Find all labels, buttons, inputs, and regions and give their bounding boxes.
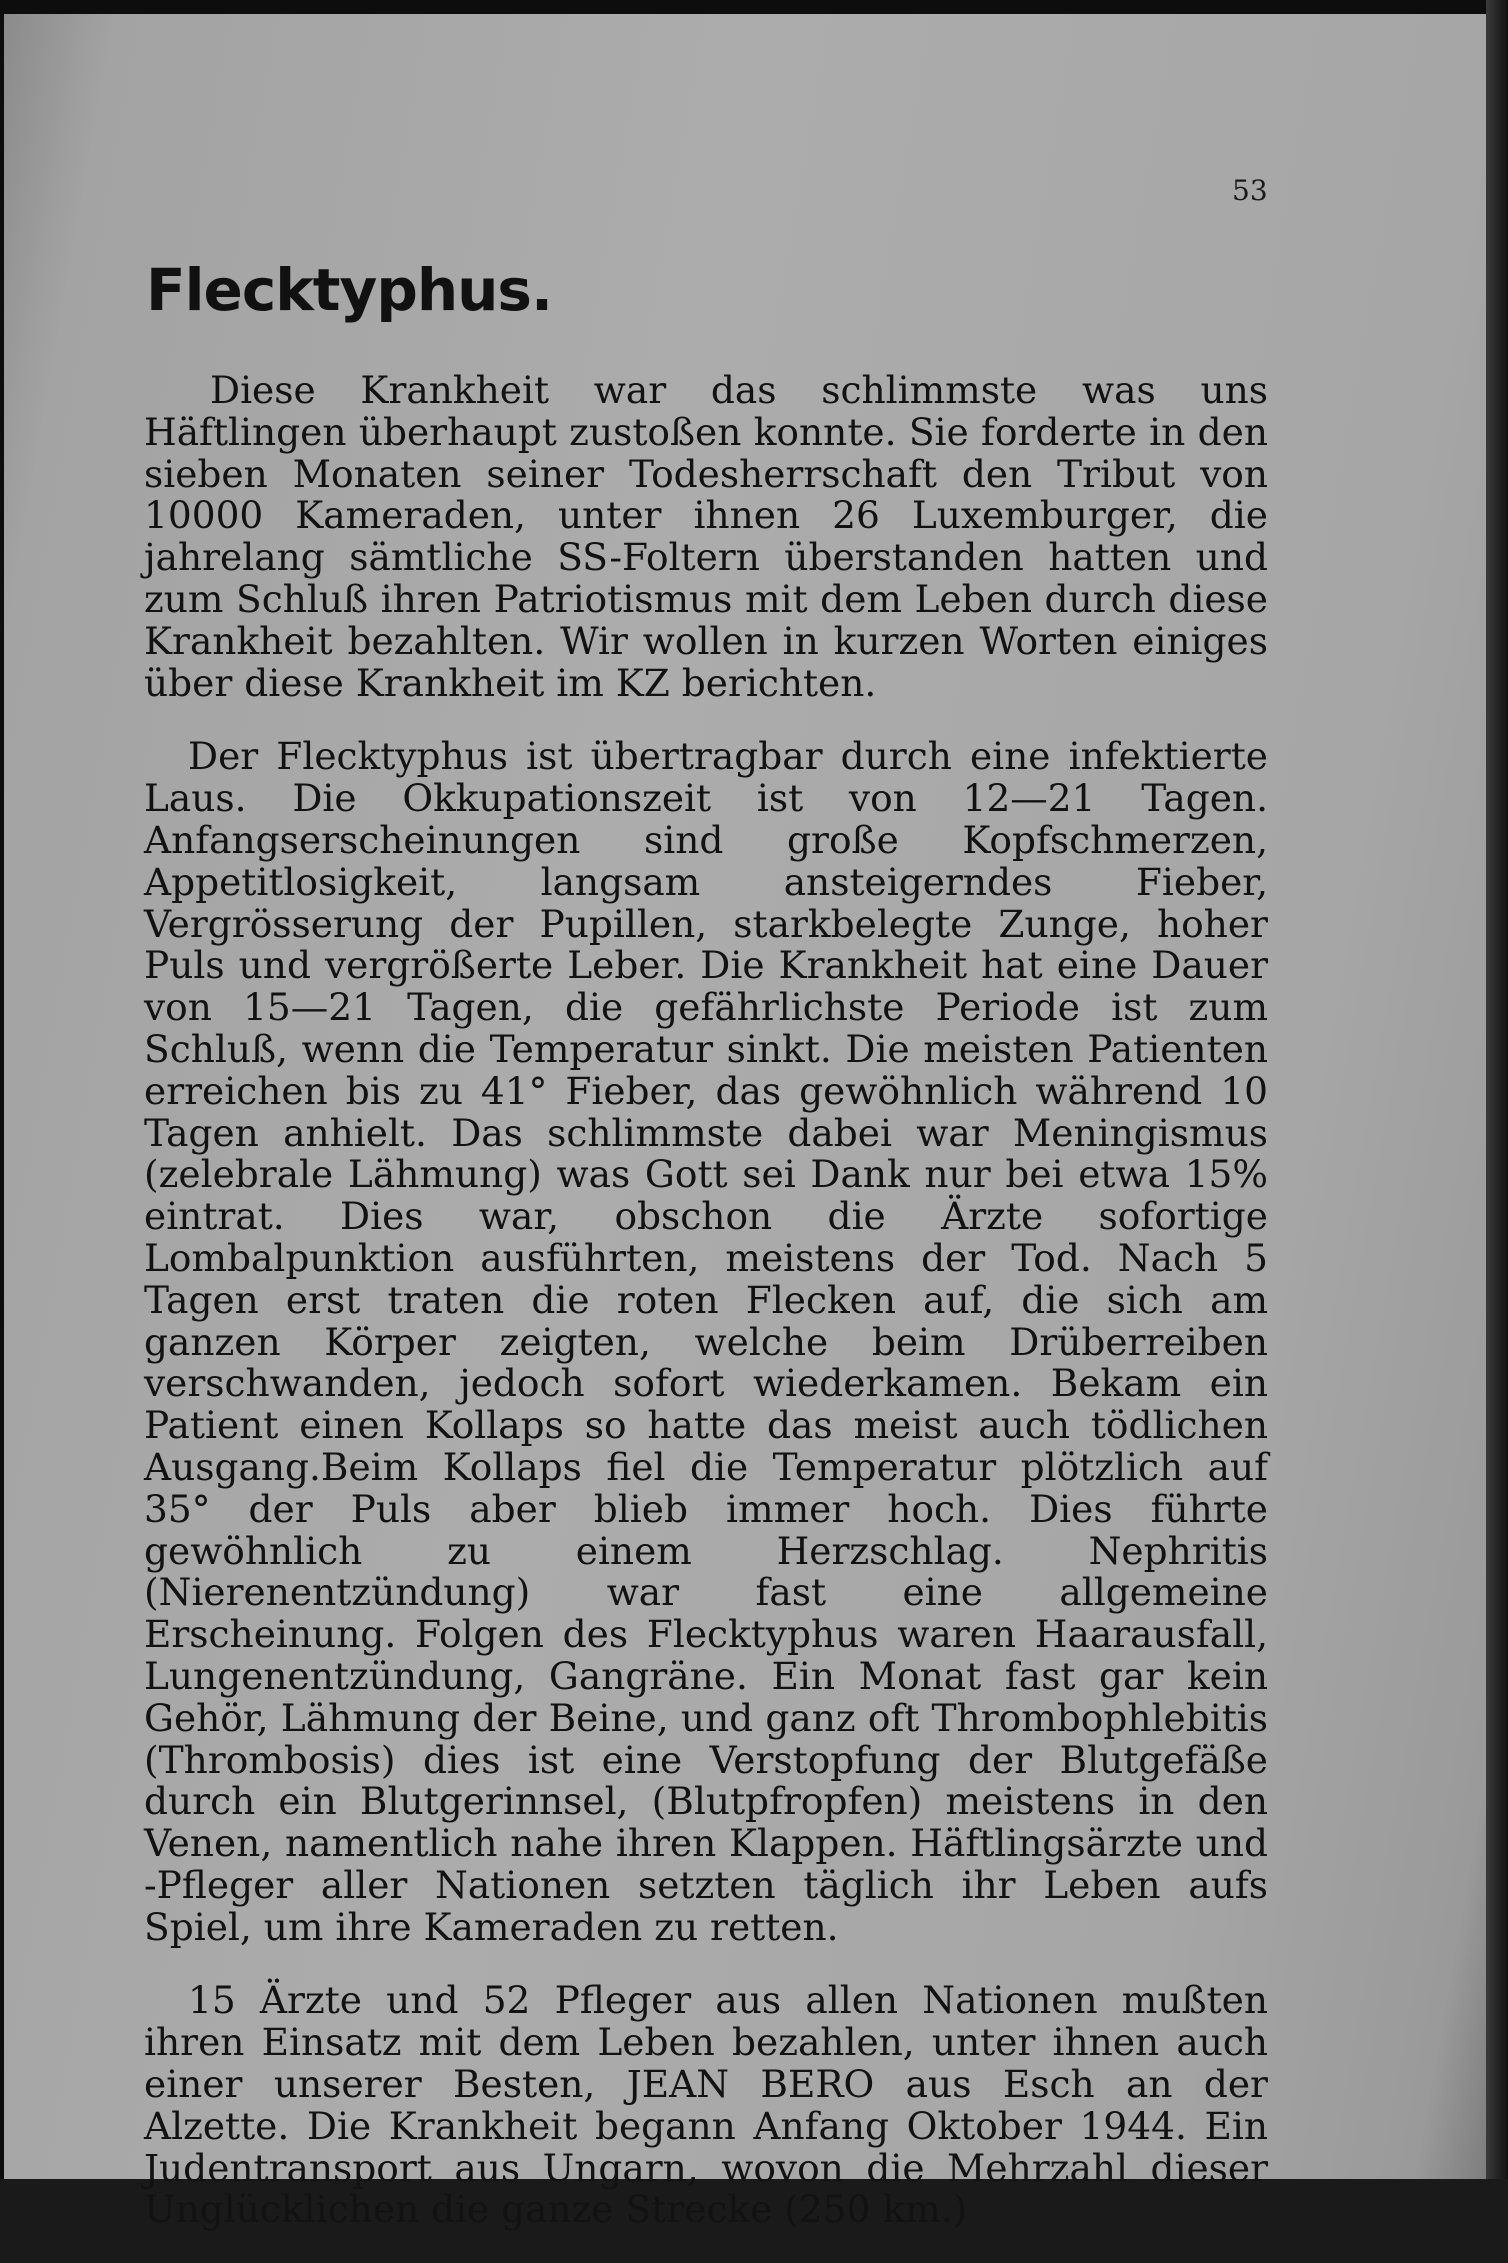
paragraph-symptoms: Der Flecktyphus ist übertragbar durch eine infektierte Laus. Die Okkupationszeit ist von 12—21 Tagen. Anfangserscheinungen sind große Kopfschmerzen, Appetitlosigkeit, langsam ansteigerndes Fieber, Vergrösserung der Pupillen, starkbelegte Zunge, hoher Puls und vergrößerte Leber. Die Krankheit hat eine Dauer von 15—21 Tagen, die gefährlichste Periode ist zum Schluß, wenn die Temperatur sinkt. Die meisten Patienten erreichen bis zu 41° Fieber, das gewöhnlich während 10 Tagen anhielt. Das schlimmste dabei war Meningismus (zelebrale Lähmung) was Gott sei Dank nur bei etwa 15% eintrat. Dies war, obschon die Ärzte sofortige Lombalpunktion ausführten, meistens der Tod. Nach 5 Tagen erst traten die roten Flecken auf, die sich am ganzen Körper zeigten, welche beim Drüberreiben verschwanden, jedoch sofort wiederkamen. Bekam ein Patient einen Kollaps so hatte das meist auch tödlichen Ausgang.Beim Kollaps fiel die Temperatur plötzlich auf 35° der Puls aber blieb immer hoch. Dies führte gewöhnlich zu einem Herzschlag. Nephritis (Nierenentzündung) war fast eine allgemeine Erscheinung. Folgen des Flecktyphus waren Haarausfall, Lungenentzündung, Gangräne. Ein Monat fast gar kein Gehör, Lähmung der Beine, und ganz oft Thrombophlebitis (Thrombosis) dies ist eine Verstopfung der Blutgefäße durch ein Blutgerinnsel, (Blutpfropfen) meistens in den Venen, namentlich nahe ihren Klappen. Häftlingsärzte und -Pfleger aller Nationen setzten täglich ihr Leben aufs Spiel, um ihre Kameraden zu retten. [144,734,1268,1949]
scan-edge-shadow [1486,0,1508,2179]
page-number: 53 [1232,174,1268,207]
body-text [144,370,1268,2263]
paragraph-intro: Diese Krankheit war das schlimmste was uns Häftlingen überhaupt zustoßen konnte. Sie forderte in den sieben Monaten seiner Todesherrschaft den Tribut von 10000 Kameraden, unter ihnen 26 Luxemburger, die jahrelang sämtliche SS-Foltern überstanden hatten und zum Schluß ihren Patriotismus mit dem Leben durch diese Krankheit bezahlten. Wir wollen in kurzen Worten einiges über diese Krankheit im KZ berichten. [144,368,1268,705]
book-page [4,14,1488,2232]
chapter-title: Flecktyphus. [146,256,552,324]
paragraph-casualties: 15 Ärzte und 52 Pfleger aus allen Nationen mußten ihren Einsatz mit dem Leben bezahlen, unter ihnen auch einer unserer Besten, JEAN BERO aus Esch an der Alzette. Die Krankheit begann Anfang Oktober 1944. Ein Judentransport aus Ungarn, wovon die Mehrzahl dieser Unglücklichen die ganze Strecke (250 km.) [144,1978,1268,2232]
